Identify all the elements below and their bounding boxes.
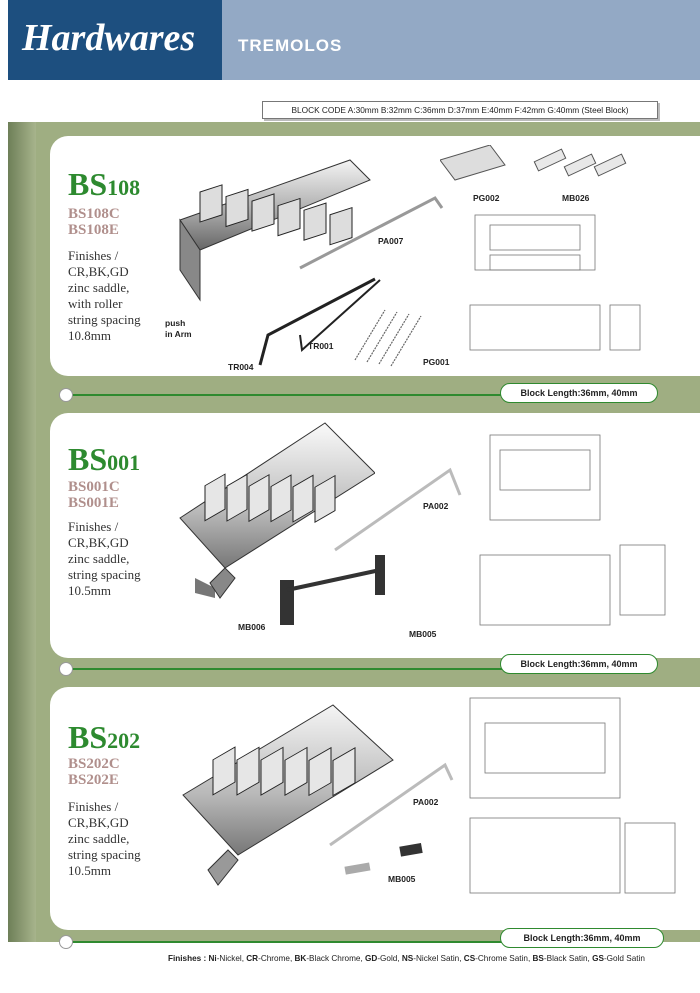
part-label: MB005 — [388, 874, 416, 884]
part-label: MB006 — [238, 622, 266, 632]
model-name: BS001 — [68, 441, 141, 477]
finish-description: Finishes / CR,BK,GD zinc saddle, with roller string spacing 10.8mm — [68, 248, 141, 343]
bs202-diagrams — [460, 688, 680, 903]
bs001-diagrams — [470, 420, 670, 630]
part-label: push in Arm — [165, 318, 192, 339]
block-length-badge: Block Length:36mm, 40mm — [500, 928, 664, 948]
finishes-legend: Finishes : Ni-Nickel, CR-Chrome, BK-Black Chrome, GD-Gold, NS-Nickel Satin, CS-Chrome Satin, BS-Black Satin, GS-Gold Satin — [168, 954, 645, 963]
part-label: PA002 — [413, 797, 439, 807]
part-label: MB026 — [562, 193, 590, 203]
model-name: BS202 — [68, 719, 141, 755]
part-label: PA002 — [423, 501, 449, 511]
finish-description: Finishes / CR,BK,GD zinc saddle, string spacing 10.5mm — [68, 799, 141, 878]
block-code-banner: BLOCK CODE A:30mm B:32mm C:36mm D:37mm E:40mm F:42mm G:40mm (Steel Block) — [262, 101, 658, 119]
separator-line — [66, 668, 502, 670]
part-label: PG001 — [423, 357, 450, 367]
page-title: Hardwares — [22, 17, 196, 59]
bs202-arm-and-screw — [320, 755, 460, 885]
block-length-badge: Block Length:36mm, 40mm — [500, 654, 658, 674]
separator-line — [66, 394, 502, 396]
green-band-strip — [8, 122, 36, 942]
model-codes: BS108C BS108E — [68, 206, 120, 238]
separator-line — [66, 941, 502, 943]
block-length-badge: Block Length:36mm, 40mm — [500, 383, 658, 403]
part-label: TR001 — [308, 341, 334, 351]
part-label: TR004 — [228, 362, 254, 372]
part-label: PG002 — [473, 193, 500, 203]
model-name: BS108 — [68, 166, 141, 202]
finish-description: Finishes / CR,BK,GD zinc saddle, string spacing 10.5mm — [68, 519, 141, 598]
separator-dot — [59, 935, 73, 949]
model-codes: BS202C BS202E — [68, 756, 120, 788]
part-label: PA007 — [378, 236, 404, 246]
separator-dot — [59, 388, 73, 402]
bs001-block-accessories — [275, 555, 395, 635]
bs001-arm — [330, 455, 470, 555]
section-title: TREMOLOS — [238, 36, 343, 55]
model-codes: BS001C BS001E — [68, 479, 120, 511]
bs108-parts-and-diagrams — [440, 145, 650, 375]
part-label: MB005 — [409, 629, 437, 639]
separator-dot — [59, 662, 73, 676]
